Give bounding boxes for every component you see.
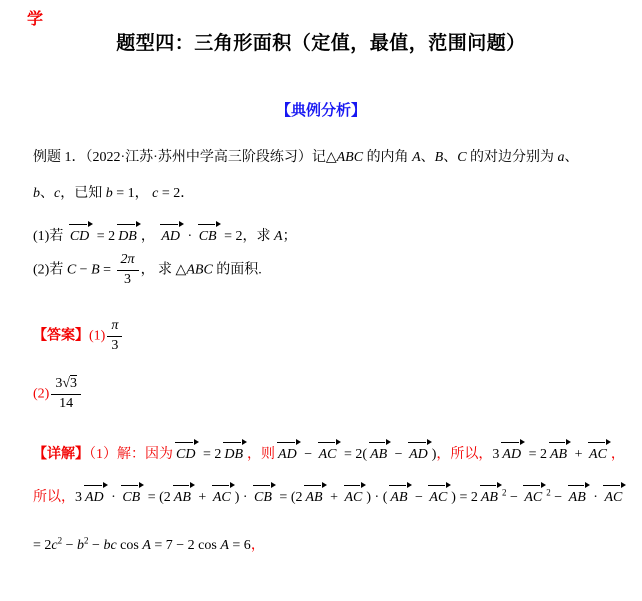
vector-AB: AB	[368, 444, 390, 465]
text-run: C	[457, 150, 467, 165]
text-run: ) · (	[366, 490, 388, 505]
text-run: ， 求 △	[140, 262, 187, 278]
text-run: c	[51, 538, 58, 553]
section-header: 【典例分析】	[275, 102, 366, 119]
text-run: )	[431, 447, 437, 462]
problem-intro-line-2	[33, 184, 194, 204]
vector-AB: AB	[567, 487, 589, 508]
problem-part-2	[33, 252, 262, 289]
text-run: = 2	[33, 538, 52, 553]
vector-AC: AC	[317, 444, 340, 465]
superscript: 2	[501, 487, 507, 498]
text-run: −	[411, 490, 427, 505]
text-run: −	[88, 538, 104, 553]
text-run: a	[557, 150, 565, 165]
vector-AB: AB	[303, 487, 325, 508]
text-run: ，所以，	[436, 447, 493, 462]
text-run: = (	[144, 490, 164, 505]
text-run: ABC	[336, 150, 364, 165]
text-run: B	[91, 262, 100, 278]
vector-DB: DB	[222, 444, 246, 465]
text-run: ，则	[247, 447, 276, 462]
vector-DB: DB	[116, 226, 140, 247]
sqrt: √3	[62, 376, 78, 391]
text-run: −	[62, 538, 78, 553]
problem-intro-line-1	[33, 148, 579, 168]
text-run: −	[76, 262, 92, 278]
vector-AD: AD	[500, 444, 524, 465]
text-run: b	[33, 186, 40, 201]
text-run: = 2(	[340, 447, 368, 462]
text-run: 的面积.	[212, 262, 262, 278]
text-run: 2	[163, 490, 171, 505]
text-run: cos	[116, 538, 143, 553]
text-run: = 2，求	[220, 229, 274, 244]
vector-AD: AD	[83, 487, 107, 508]
vector-CB: CB	[252, 487, 275, 508]
text-run: 3	[492, 447, 500, 462]
answer-part-2	[33, 376, 83, 413]
text-run: （1）解：因为	[89, 447, 173, 462]
vector-AC: AC	[522, 487, 545, 508]
text-run: ·	[107, 490, 120, 505]
text-run: 例题 1．（2022·江苏·苏州中学高三阶段练习）记	[33, 150, 326, 165]
text-run: 3	[75, 490, 82, 505]
text-run: 的对边分别为	[466, 150, 558, 165]
text-run: 、	[564, 150, 579, 165]
solution-line-2	[33, 487, 626, 508]
text-run: 3	[111, 337, 119, 353]
vector-CD: CD	[174, 444, 198, 465]
vector-AC: AC	[343, 487, 366, 508]
vector-AC: AC	[211, 487, 234, 508]
text-run: 14	[59, 395, 74, 411]
text-run: A	[412, 150, 421, 165]
vector-AC: AC	[427, 487, 450, 508]
text-run: A	[274, 229, 283, 244]
text-run: 2	[295, 490, 303, 505]
text-run: =	[99, 262, 115, 278]
text-run: −	[391, 447, 407, 462]
text-run: c	[152, 186, 159, 201]
text-run: ) = 2	[451, 490, 478, 505]
text-run: 、	[420, 150, 435, 165]
text-run: ·	[184, 229, 196, 244]
vector-AD: AD	[276, 444, 300, 465]
text-run: ；	[282, 229, 297, 244]
fraction	[117, 252, 139, 289]
text-run: −	[550, 490, 566, 505]
text-run: 的内角	[363, 150, 413, 165]
text-run: = 1，	[112, 186, 153, 201]
text-run: = 6	[228, 538, 251, 553]
text-run: c	[54, 186, 61, 201]
vector-AB: AB	[388, 487, 410, 508]
text-run: +	[326, 490, 342, 505]
text-run: = 2．	[158, 186, 195, 201]
text-run: △	[325, 150, 337, 165]
page-title: 题型四：三角形面积（定值，最值，范围问题）	[116, 33, 526, 54]
vector-AD: AD	[159, 226, 183, 247]
text-run: ABC	[186, 262, 213, 278]
vector-AB: AB	[548, 444, 570, 465]
answer-part-1	[33, 318, 124, 355]
text-run: π	[111, 318, 119, 333]
text-run: ，	[250, 538, 265, 553]
vector-CB: CB	[120, 487, 143, 508]
text-run: ，已知	[60, 186, 106, 201]
text-run: b	[105, 186, 113, 201]
superscript: 2	[57, 535, 63, 546]
text-run: = 2	[525, 447, 547, 462]
text-run: = (	[275, 490, 296, 505]
vector-AB: AB	[479, 487, 501, 508]
vector-CD: CD	[68, 226, 92, 247]
superscript: 2	[84, 535, 89, 546]
text-run: ) ·	[234, 490, 252, 505]
problem-part-1	[33, 226, 297, 247]
text-run: 、	[443, 150, 458, 165]
vector-AD: AD	[407, 444, 431, 465]
text-run: b	[77, 538, 85, 553]
site-watermark: 学	[27, 11, 44, 28]
text-run: (2)若	[33, 262, 67, 278]
text-run: = 2	[199, 447, 222, 462]
vector-AC: AC	[587, 444, 610, 465]
vector-AC: AC	[602, 487, 625, 508]
superscript: 2	[546, 487, 551, 498]
text-run: 3	[55, 376, 63, 391]
text-run: A	[220, 538, 229, 553]
text-run: (1)若	[33, 229, 67, 244]
vector-AB: AB	[172, 487, 194, 508]
text-run: 2π	[120, 252, 135, 267]
text-run: 所以，	[33, 490, 75, 505]
text-run: −	[300, 447, 316, 462]
text-run: +	[194, 490, 210, 505]
text-run: = 2	[93, 229, 116, 244]
text-run: ·	[589, 490, 602, 505]
text-run: ，	[140, 229, 159, 244]
fraction	[107, 318, 122, 355]
text-run: bc	[103, 538, 117, 553]
text-run: 3	[124, 271, 132, 287]
solution-line-1	[33, 444, 625, 465]
text-run: 【详解】	[33, 447, 89, 462]
vector-CB: CB	[197, 226, 220, 247]
fraction	[51, 376, 81, 413]
text-run: ，	[610, 447, 625, 462]
text-run: B	[434, 150, 444, 165]
text-run: 、	[40, 186, 54, 201]
text-run: A	[142, 538, 151, 553]
text-run: 【答案】	[33, 328, 89, 344]
text-run: +	[571, 447, 587, 462]
text-run: (1)	[89, 328, 106, 344]
text-run: = 7 − 2 cos	[150, 538, 221, 553]
text-run: −	[506, 490, 522, 505]
text-run: (2)	[33, 386, 50, 402]
text-run: C	[66, 262, 77, 278]
solution-line-3	[33, 536, 265, 556]
